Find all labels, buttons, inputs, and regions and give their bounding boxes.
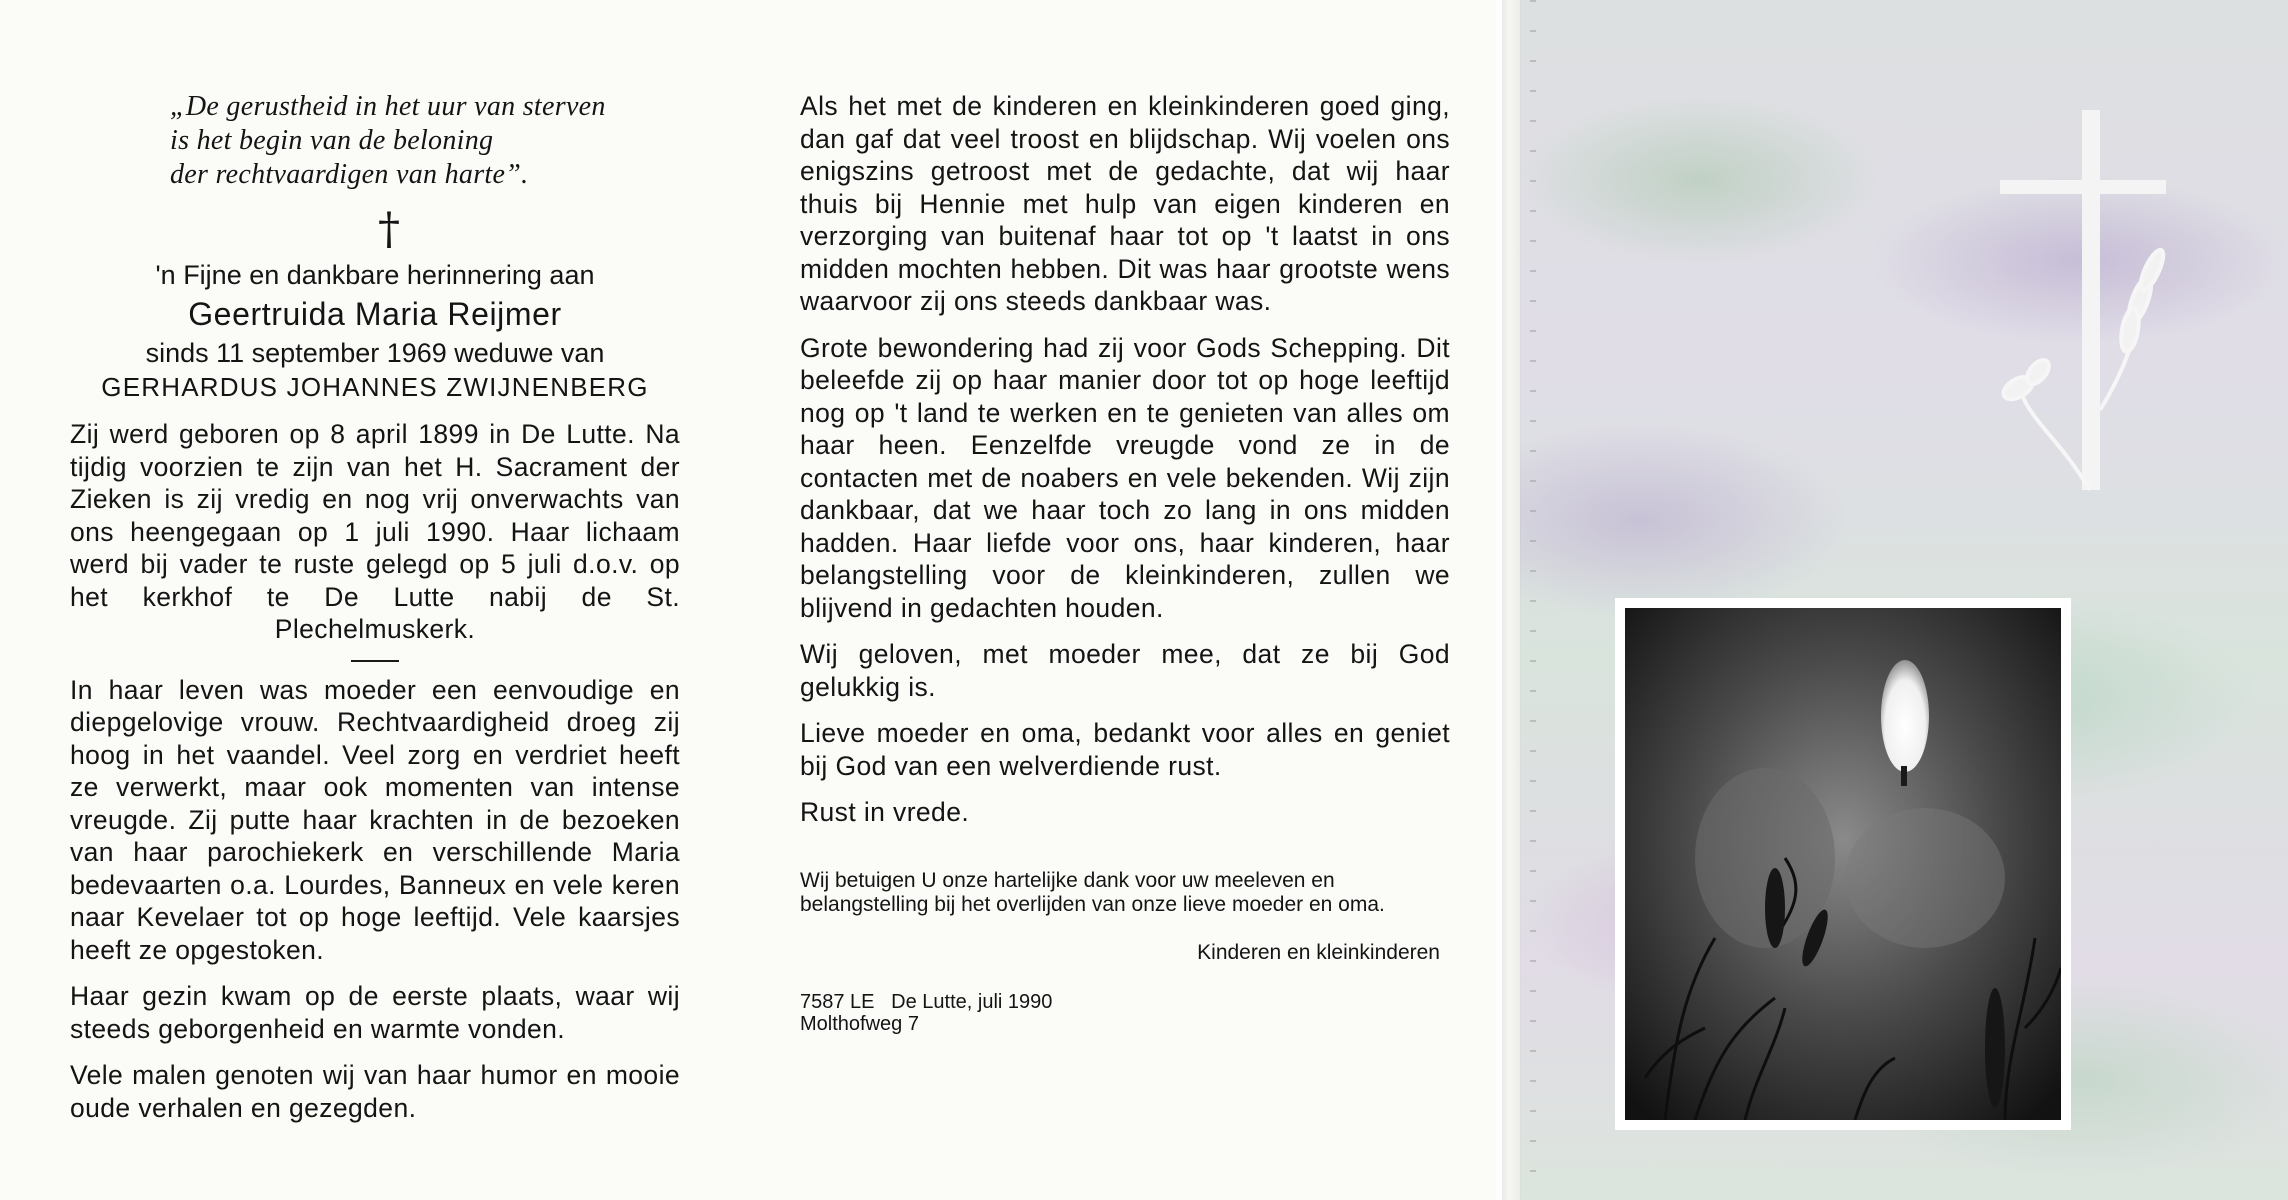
family-paragraph: Haar gezin kwam op de eerste plaats, waar wij steeds geborgenheid en warmte vonden. xyxy=(70,981,680,1044)
candle-photo-frame xyxy=(1615,598,2071,1130)
humor-paragraph: Vele malen genoten wij van haar humor en mooie oude verhalen en gezegden. xyxy=(70,1060,680,1123)
card-fold xyxy=(1502,0,1520,1200)
rest-in-peace: Rust in vrede. xyxy=(800,797,970,827)
address-line-2: Molthofweg 7 xyxy=(800,1012,919,1035)
candle-photo xyxy=(1625,608,2061,1120)
memorial-card-cover xyxy=(1520,0,2288,1200)
faith-paragraph: Wij geloven, met moeder mee, dat ze bij God gelukkig is. xyxy=(800,639,1450,702)
edge-perforation xyxy=(1530,0,1536,1200)
address-line-1: 7587 LE De Lutte, juli 1990 xyxy=(800,990,1053,1013)
family-joy-paragraph: Als het met de kinderen en kleinkinderen goed ging, dan gaf dat veel troost en blijdschap. Wij voelen ons enigszins getroost met de gedachte, dat wij haar thuis bij Hennie met hulp van eigen kinderen en verzorging van buitenaf haar tot op 't laatst in ons midden mochten hebben. Dit was haar grootste wens waarvoor zij ons steeds dankbaar was. xyxy=(800,91,1450,316)
signature-line: Kinderen en kleinkinderen xyxy=(1197,940,1440,964)
deceased-name: Geertruida Maria Reijmer xyxy=(188,296,562,332)
left-text-column xyxy=(70,90,680,1138)
dagger-cross-icon: † xyxy=(378,204,400,255)
intro-line: 'n Fijne en dankbare herinnering aan xyxy=(155,260,595,290)
biography-paragraph: Zij werd geboren op 8 april 1899 in De Lutte. Na tijdig voorzien te zijn van het H. Sacrament der Zieken is zij vredig en nog vrij onverwachts van ons heengegaan op 1 juli 1990. Haar lichaam werd bij vader te ruste gelegd op 5 juli d.o.v. op het kerkhof te De Lutte nabij de St. Plechelmuskerk. xyxy=(70,419,680,644)
right-text-column xyxy=(800,90,1450,1035)
address-block xyxy=(800,991,1450,1035)
opening-quote: „De gerustheid in het uur van sterven is het begin van de beloning der rechtvaardigen van harte”. xyxy=(170,91,606,190)
widow-since-line: sinds 11 september 1969 weduwe van xyxy=(145,338,605,368)
farewell-paragraph: Lieve moeder en oma, bedankt voor alles en geniet bij God van een welverdiende rust. xyxy=(800,718,1450,781)
creation-paragraph: Grote bewondering had zij voor Gods Schepping. Dit beleefde zij op haar manier door tot op hoge leeftijd nog op 't land te werken en te genieten van alles om haar heen. Eenzelfde vreugde vond ze in de contacten met de noabers en vele bekenden. Wij zijn dankbaar, dat we haar toch zo lang in ons midden hadden. Haar liefde voor ons, haar kinderen, haar belangstelling voor de kleinkinderen, zullen we blijvend in gedachten houden. xyxy=(800,332,1450,623)
cross-icon xyxy=(1990,110,2230,510)
thanks-note: Wij betuigen U onze hartelijke dank voor uw meeleven en belangstelling bij het overlijden van onze lieve moeder en oma. xyxy=(800,868,1385,916)
life-paragraph: In haar leven was moeder een eenvoudige en diepgelovige vrouw. Rechtvaardigheid droeg zij hoog in het vaandel. Veel zorg en verdriet heeft ze verwerkt, maar ook momenten van intense vreugde. Zij putte haar krachten in de bezoeken van haar parochiekerk en verschillende Maria bedevaarten o.a. Lourdes, Banneux en vele keren naar Kevelaer tot op hoge leeftijd. Vele kaarsjes heeft ze opgestoken. xyxy=(70,674,680,965)
divider-rule xyxy=(351,660,399,662)
spouse-name: GERHARDUS JOHANNES ZWIJNENBERG xyxy=(101,372,649,402)
